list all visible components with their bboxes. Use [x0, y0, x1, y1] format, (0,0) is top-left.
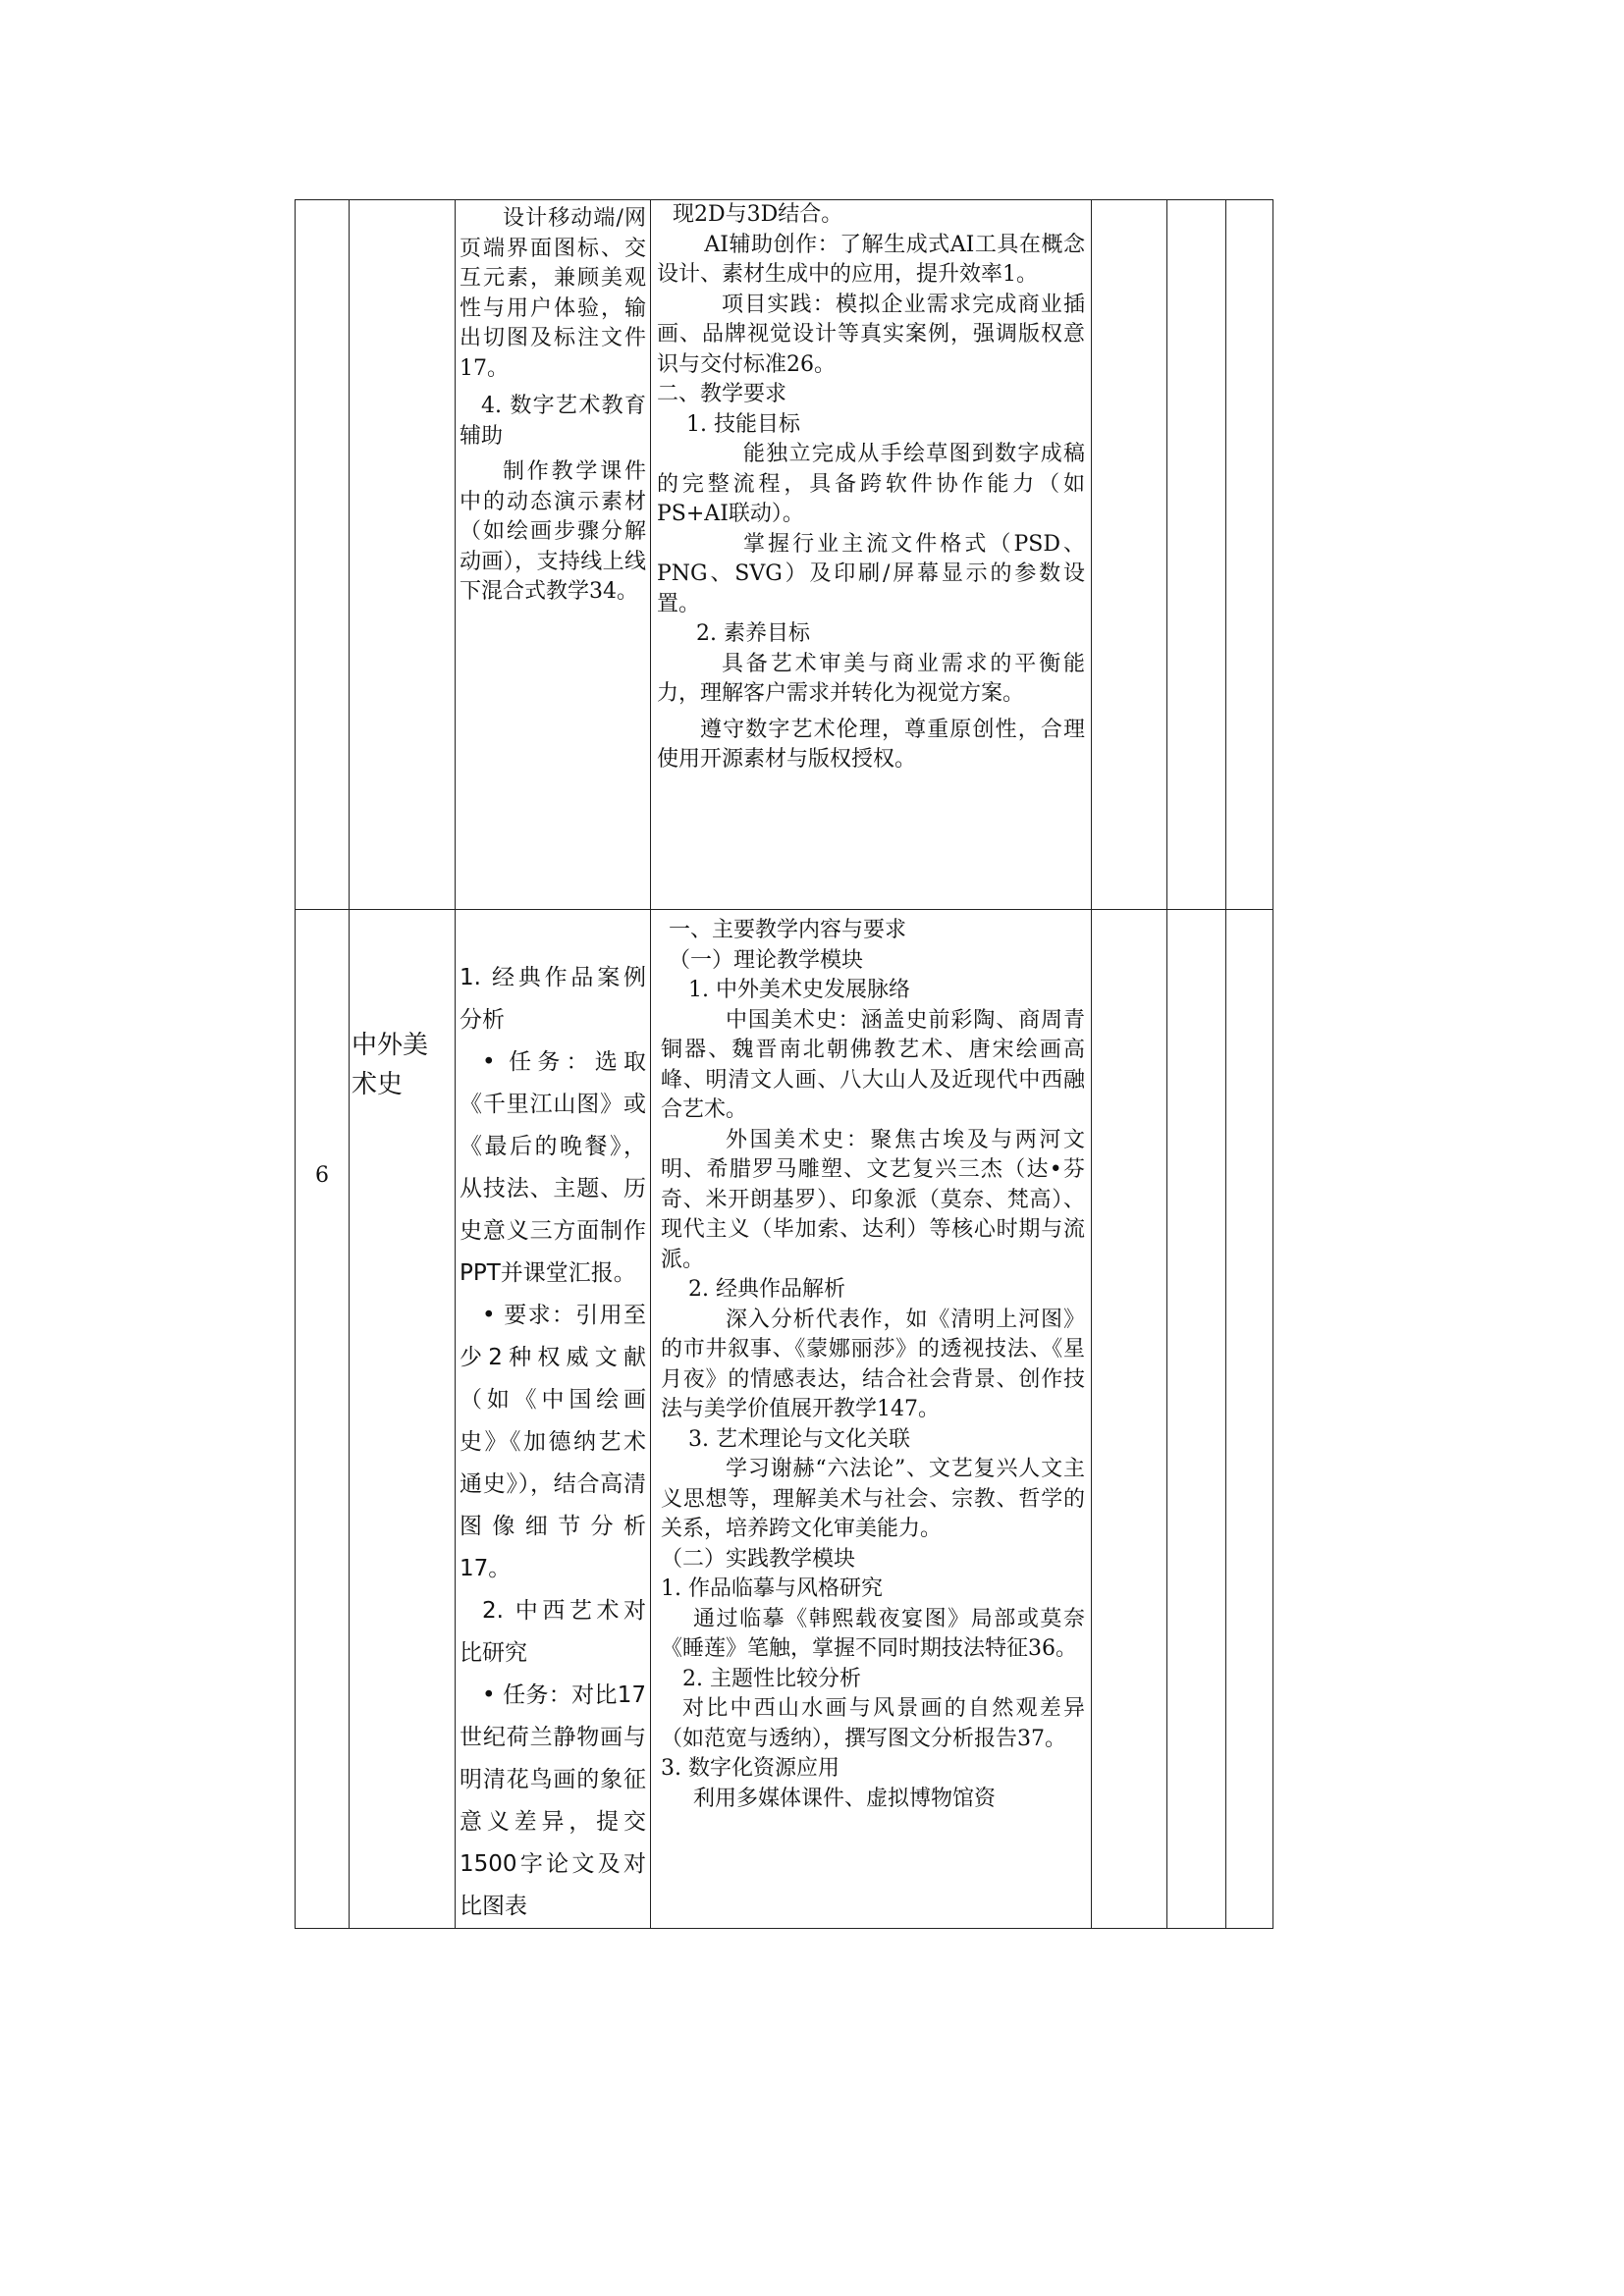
empty-cell: [1167, 200, 1226, 910]
content-paragraph: AI辅助创作：了解生成式AI工具在概念设计、素材生成中的应用，提升效率1。: [657, 232, 1085, 287]
row-number: 6: [315, 1163, 329, 1188]
course-table-continued: [295, 199, 1273, 910]
course-name: 中外美术史: [352, 1031, 429, 1099]
course-name-cell: [350, 910, 456, 1929]
teaching-content-cell: [651, 910, 1092, 1929]
content-paragraph: 利用多媒体课件、虚拟博物馆资: [693, 1786, 997, 1811]
practice-paragraph: 设计移动端/网页端界面图标、交互元素，兼顾美观性与用户体验，输出切图及标注文件17。: [460, 206, 646, 381]
section-heading: 二、教学要求: [657, 382, 787, 406]
content-paragraph: 通过临摹《韩熙载夜宴图》局部或莫奈《睡莲》笔触，掌握不同时期技法特征36。: [661, 1606, 1085, 1661]
practice-paragraph: • 任务：对比17世纪荷兰静物画与明清花鸟画的象征意义差异，提交1500字论文及对比图表: [460, 1682, 646, 1919]
practice-heading: 1. 经典作品案例分析: [460, 965, 646, 1033]
table-row: [296, 200, 1273, 910]
table-row: [296, 910, 1273, 1929]
content-paragraph: 中国美术史：涵盖史前彩陶、商周青铜器、魏晋南北朝佛教艺术、唐宋绘画高峰、明清文人画、八大山人及近现代中西融合艺术。: [661, 1007, 1085, 1122]
content-paragraph: 遵守数字艺术伦理，尊重原创性，合理使用开源素材与版权授权。: [657, 717, 1085, 772]
sub-heading: 1. 技能目标: [686, 411, 800, 437]
section-heading: 一、主要教学内容与要求: [669, 918, 907, 942]
practice-heading: 2. 中西艺术对比研究: [460, 1598, 646, 1666]
sub-heading: 2. 经典作品解析: [688, 1277, 845, 1302]
content-paragraph: 深入分析代表作，如《清明上河图》的市井叙事、《蒙娜丽莎》的透视技法、《星月夜》的情感表达，结合社会背景、创作技法与美学价值展开教学147。: [661, 1307, 1085, 1421]
empty-cell: [1167, 910, 1226, 1929]
empty-cell: [1092, 910, 1167, 1929]
course-name-cell: [350, 200, 456, 910]
sub-heading: 2. 主题性比较分析: [682, 1666, 861, 1691]
practice-paragraph: • 任务：选取《千里江山图》或《最后的晚餐》，从技法、主题、历史意义三方面制作PPT并课堂汇报。: [460, 1049, 646, 1286]
sub-heading: 3. 数字化资源应用: [661, 1756, 839, 1781]
module-heading: （一）理论教学模块: [669, 947, 864, 973]
content-paragraph: 能独立完成从手绘草图到数字成稿的完整流程，具备跨软件协作能力（如PS+AI联动）。: [657, 442, 1085, 526]
empty-cell: [1226, 200, 1273, 910]
practice-content-cell: [456, 200, 651, 910]
practice-heading: 4. 数字艺术教育辅助: [460, 394, 646, 449]
row-number-cell: [296, 910, 350, 1929]
sub-heading: 2. 素养目标: [696, 621, 810, 646]
content-paragraph: 外国美术史：聚焦古埃及与两河文明、希腊罗马雕塑、文艺复兴三杰（达•芬奇、米开朗基罗）、印象派（莫奈、梵高）、现代主义（毕加索、达利）等核心时期与流派。: [661, 1127, 1085, 1272]
row-number-cell: [296, 200, 350, 910]
course-table-row-6: [295, 909, 1273, 1929]
module-heading: （二）实践教学模块: [661, 1546, 856, 1572]
teaching-content-cell: [651, 200, 1092, 910]
practice-content-cell: [456, 910, 651, 1929]
practice-paragraph: 制作教学课件中的动态演示素材（如绘画步骤分解动画），支持线上线下混合式教学34。: [460, 459, 646, 604]
content-paragraph: 现2D与3D结合。: [673, 202, 843, 227]
practice-paragraph: • 要求：引用至少2种权威文献（如《中国绘画史》《加德纳艺术通史》），结合高清图像细节分析17。: [460, 1303, 646, 1581]
sub-heading: 3. 艺术理论与文化关联: [688, 1426, 910, 1452]
empty-cell: [1092, 200, 1167, 910]
content-paragraph: 项目实践：模拟企业需求完成商业插画、品牌视觉设计等真实案例，强调版权意识与交付标准26。: [657, 292, 1085, 377]
content-paragraph: 对比中西山水画与风景画的自然观差异（如范宽与透纳），撰写图文分析报告37。: [661, 1696, 1085, 1751]
content-paragraph: 掌握行业主流文件格式（PSD、PNG、SVG）及印刷/屏幕显示的参数设置。: [657, 531, 1085, 616]
content-paragraph: 学习谢赫“六法论”、文艺复兴人文主义思想等，理解美术与社会、宗教、哲学的关系，培养跨文化审美能力。: [661, 1457, 1085, 1541]
sub-heading: 1. 中外美术史发展脉络: [688, 978, 910, 1002]
content-paragraph: 具备艺术审美与商业需求的平衡能力，理解客户需求并转化为视觉方案。: [657, 651, 1085, 706]
empty-cell: [1226, 910, 1273, 1929]
sub-heading: 1. 作品临摹与风格研究: [661, 1576, 883, 1601]
